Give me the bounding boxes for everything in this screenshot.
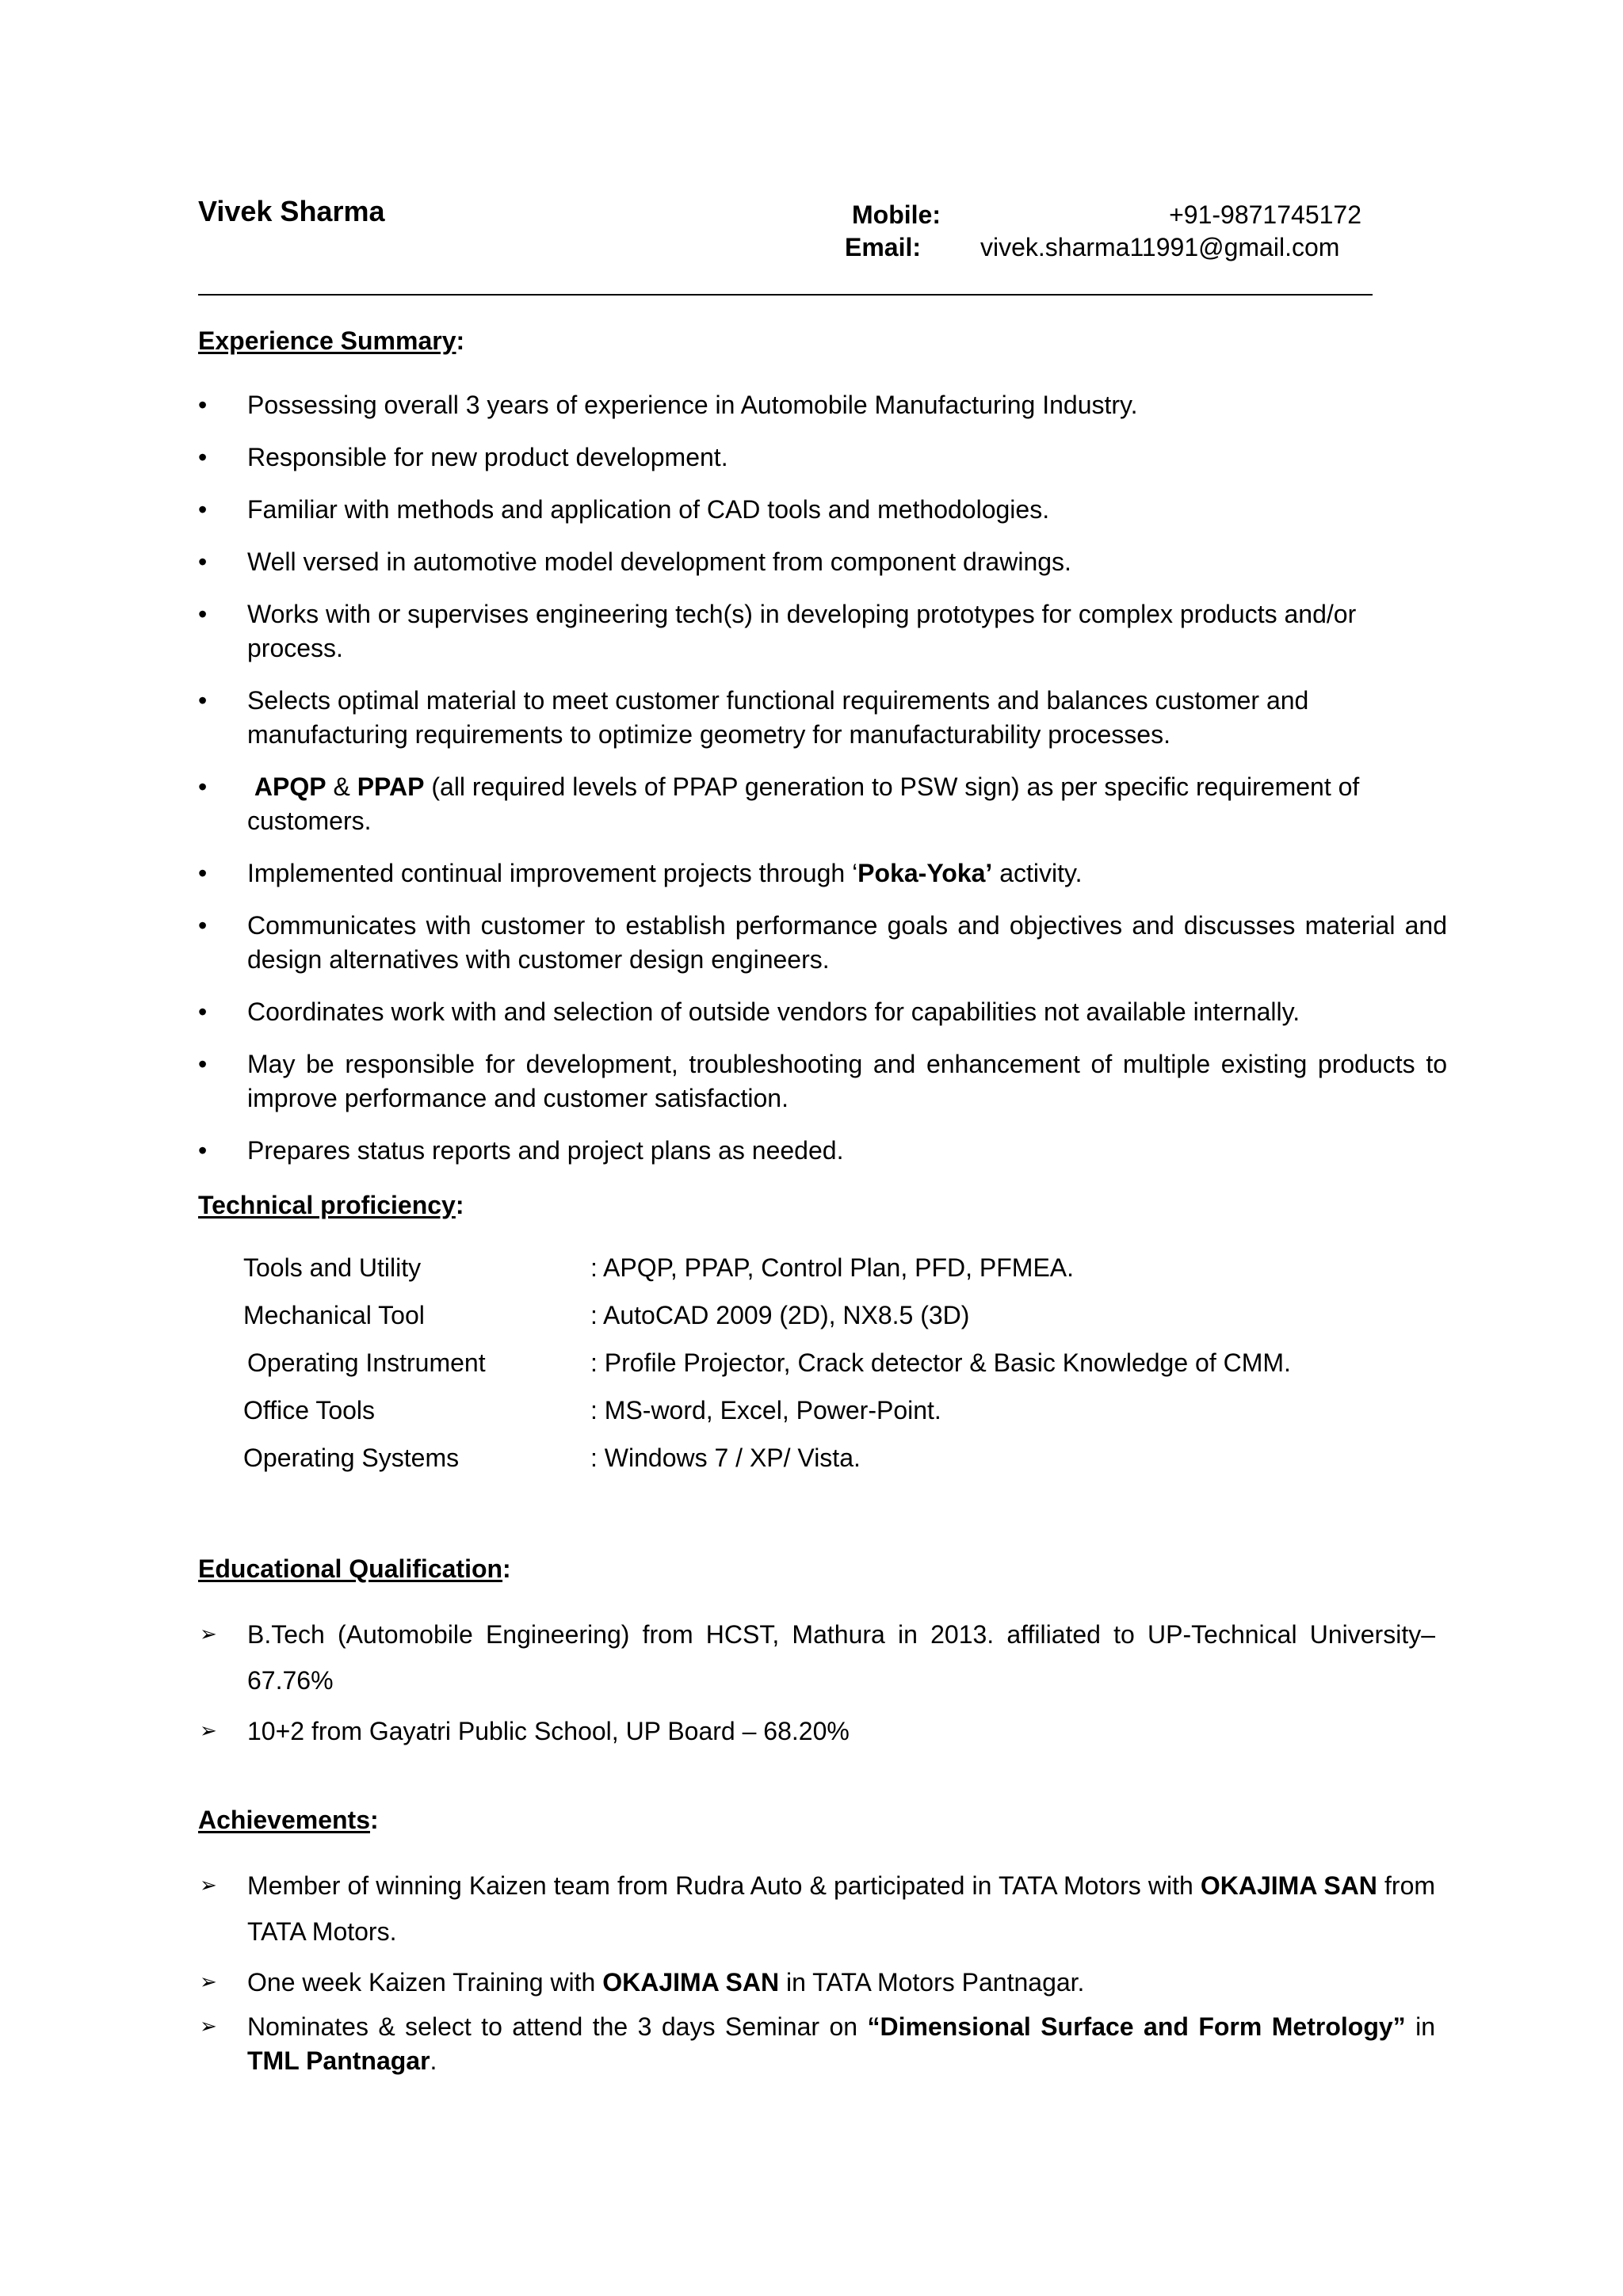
tech-value: : Windows 7 / XP/ Vista. bbox=[590, 1444, 861, 1472]
poka-yoka-pre: Implemented continual improvement projects through ‘ bbox=[247, 859, 858, 887]
header-divider bbox=[198, 294, 1373, 296]
tech-label: Operating Systems bbox=[243, 1444, 460, 1472]
tech-row bbox=[0, 1253, 1623, 1285]
tech-label: Mechanical Tool bbox=[243, 1301, 425, 1329]
list-item: • Prepares status reports and project plans as needed. bbox=[198, 1134, 1447, 1168]
ppap-text: PPAP bbox=[357, 772, 425, 801]
tech-value: : MS-word, Excel, Power-Point. bbox=[590, 1396, 941, 1425]
list-item: ➢ 10+2 from Gayatri Public School, UP Board – 68.20% bbox=[198, 1708, 1435, 1754]
achievement-pre: Nominates & select to attend the 3 days Seminar on bbox=[247, 2012, 868, 2041]
achievements-heading: Achievements: bbox=[198, 1806, 379, 1834]
achievements-list bbox=[198, 1863, 1435, 2083]
list-item: • Familiar with methods and application of CAD tools and methodologies. bbox=[198, 493, 1447, 527]
tech-row bbox=[0, 1301, 1623, 1333]
education-heading-text: Educational Qualification bbox=[198, 1554, 503, 1583]
ppap-detail-text: (all required levels of PPAP generation to PSW sign) as per specific requirement of customers. bbox=[247, 772, 1360, 835]
tech-row bbox=[0, 1444, 1623, 1475]
technical-heading: Technical proficiency: bbox=[198, 1191, 464, 1219]
list-item: • Possessing overall 3 years of experience in Automobile Manufacturing Industry. bbox=[198, 388, 1447, 422]
ampersand-text: & bbox=[326, 772, 357, 801]
tech-label: Tools and Utility bbox=[243, 1253, 422, 1282]
technical-heading-text: Technical proficiency bbox=[198, 1191, 456, 1219]
list-item: • Selects optimal material to meet customer functional requirements and balances customer and manufacturing requirements to optimize geometry for manufacturability processes. bbox=[198, 684, 1447, 752]
poka-yoka-post: activity. bbox=[992, 859, 1083, 887]
achievement-post: in TATA Motors Pantnagar. bbox=[779, 1968, 1085, 1997]
achievement-post: . bbox=[430, 2046, 437, 2075]
experience-list bbox=[198, 388, 1447, 1186]
list-item: • Well versed in automotive model development from component drawings. bbox=[198, 545, 1447, 579]
achievement-mid: in bbox=[1405, 2012, 1436, 2041]
list-item: • May be responsible for development, troubleshooting and enhancement of multiple existing products to improve performance and customer satisfaction. bbox=[198, 1047, 1447, 1116]
apqp-text: APQP bbox=[254, 772, 327, 801]
tech-value: : AutoCAD 2009 (2D), NX8.5 (3D) bbox=[590, 1301, 970, 1329]
seminar-title: “Dimensional Surface and Form Metrology” bbox=[867, 2012, 1406, 2041]
achievement-pre: Member of winning Kaizen team from Rudra Auto & participated in TATA Motors with bbox=[247, 1871, 1201, 1900]
achievement-bold: OKAJIMA SAN bbox=[602, 1968, 780, 1997]
email-label: Email: bbox=[845, 233, 922, 261]
candidate-name: Vivek Sharma bbox=[198, 195, 385, 227]
tech-value: : APQP, PPAP, Control Plan, PFD, PFMEA. bbox=[590, 1253, 1075, 1282]
tech-row bbox=[0, 1348, 1623, 1380]
achievements-heading-text: Achievements bbox=[198, 1806, 370, 1834]
tech-label: Office Tools bbox=[243, 1396, 376, 1425]
list-item bbox=[198, 1959, 1435, 2005]
list-item bbox=[198, 2010, 1435, 2078]
experience-heading: Experience Summary: bbox=[198, 326, 465, 355]
tech-value: : Profile Projector, Crack detector & Basic Knowledge of CMM. bbox=[590, 1348, 1291, 1377]
list-item bbox=[198, 770, 1447, 838]
tech-label: Operating Instrument bbox=[247, 1348, 486, 1377]
list-item: • Works with or supervises engineering tech(s) in developing prototypes for complex products and/or process. bbox=[198, 597, 1447, 666]
achievement-pre: One week Kaizen Training with bbox=[247, 1968, 603, 1997]
list-item: ➢ B.Tech (Automobile Engineering) from HCST, Mathura in 2013. affiliated to UP-Technical University– 67.76% bbox=[198, 1611, 1435, 1703]
list-item: • Communicates with customer to establish performance goals and objectives and discusses material and design alternatives with customer design engineers. bbox=[198, 909, 1447, 977]
email-address: vivek.sharma11991@gmail.com bbox=[980, 233, 1340, 261]
mobile-label: Mobile: bbox=[852, 200, 941, 229]
tech-row bbox=[0, 1396, 1623, 1428]
achievement-bold: OKAJIMA SAN bbox=[1200, 1871, 1377, 1900]
list-item bbox=[198, 856, 1447, 891]
education-list bbox=[198, 1611, 1435, 1759]
list-item: • Responsible for new product development. bbox=[198, 441, 1447, 475]
poka-yoka-bold: Poka-Yoka’ bbox=[857, 859, 993, 887]
mobile-number: +91-9871745172 bbox=[1169, 200, 1361, 229]
education-heading: Educational Qualification: bbox=[198, 1554, 511, 1583]
seminar-location: TML Pantnagar bbox=[247, 2046, 430, 2075]
achievement-post: from TATA Motors. bbox=[247, 1871, 1436, 1946]
experience-heading-text: Experience Summary bbox=[198, 326, 456, 355]
list-item: • Coordinates work with and selection of outside vendors for capabilities not available internally. bbox=[198, 995, 1447, 1029]
list-item bbox=[198, 1863, 1435, 1955]
